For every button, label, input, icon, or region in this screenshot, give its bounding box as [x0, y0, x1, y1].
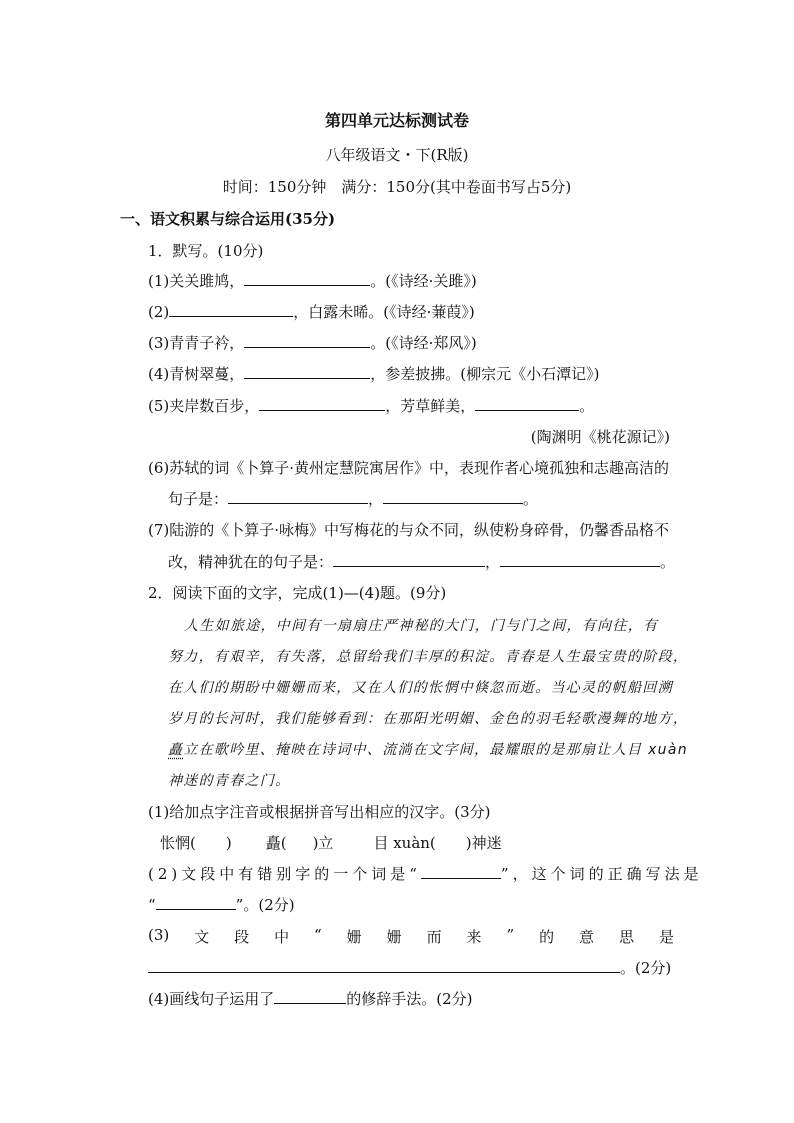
q3-char: 姗: [386, 928, 402, 946]
answer-blank[interactable]: [148, 958, 620, 973]
q3-char: 意: [579, 928, 595, 946]
q2-part2-line2: [148, 894, 295, 915]
q3-char: 而: [426, 928, 442, 946]
q1-item-7-line1: (7)陆游的《卜算子·咏梅》中写梅花的与众不同，纵使粉身碎骨，仍馨香品格不: [148, 521, 670, 539]
q2-part2-pre: (2)文段中有错别字的一个词是“: [148, 865, 421, 883]
exam-subtitle: 八年级语文・下(R版): [325, 146, 469, 164]
q1-item-6-post: 。: [523, 490, 539, 508]
q1-item-7-pre: 改，精神犹在的句子是：: [168, 553, 334, 571]
pinyin-xuan: xuàn: [648, 742, 688, 758]
section-heading: 一、语文积累与综合运用(35分): [120, 210, 336, 228]
q1-item-7-line2: [168, 551, 675, 572]
passage-line: 努力，有艰辛，有失落，总留给我们丰厚的积淀。青春是人生最宝贵的阶段，: [168, 649, 689, 665]
q3-char: 段: [234, 928, 250, 946]
q2-part3-score: 。(2分): [620, 959, 672, 977]
passage-line-5-text: 立在歌吟里、掩映在诗词中、流淌在文字间，最耀眼的是那扇让人目: [183, 742, 643, 758]
exam-time-info: 时间：150分钟 满分：150分(其中卷面书写占5分): [222, 178, 572, 196]
q3-char: 的: [539, 928, 555, 946]
q2-part2-line2-post: ”。(2分): [235, 896, 295, 914]
answer-blank[interactable]: [421, 864, 501, 879]
q2-part1-words: [160, 832, 502, 853]
q3-char: ”: [506, 926, 515, 944]
q2-part3-line1: [148, 926, 674, 947]
dotted-character: 矗: [168, 742, 184, 758]
exam-title: 第四单元达标测试卷: [324, 111, 469, 130]
q1-item-1-pre: (1)关关雎鸠，: [148, 272, 245, 290]
q3-char: 是: [658, 928, 674, 946]
answer-blank[interactable]: [383, 489, 523, 504]
answer-blank[interactable]: [244, 271, 370, 286]
q3-char: “: [314, 926, 322, 944]
q2-part4-post: 的修辞手法。(2分): [346, 990, 473, 1008]
q1-item-7-mid: ，: [485, 553, 501, 571]
q1-item-7-post: 。: [660, 553, 676, 571]
q1-item-3: [148, 332, 477, 353]
q3-char: 文: [194, 928, 210, 946]
answer-blank[interactable]: [169, 302, 293, 317]
q1-item-5-post: 。: [579, 397, 595, 415]
q2-heading: 2．阅读下面的文字，完成(1)—(4)题。(9分): [148, 584, 447, 602]
q2-part2-line1: [148, 863, 703, 884]
q1-item-5: [148, 395, 594, 416]
q2-part2-line2-pre: “: [148, 896, 156, 914]
answer-blank[interactable]: [259, 396, 385, 411]
q1-item-2-pre: (2): [148, 303, 170, 321]
word-chuli-end: )立: [312, 834, 334, 852]
answer-blank[interactable]: [244, 364, 370, 379]
word-chuli: 矗(: [265, 834, 287, 852]
passage-line: 人生如旅途，中间有一扇扇庄严神秘的大门，门与门之间，有向往，有: [184, 618, 659, 634]
q2-part2-mid: ”，这个词的正确写法是: [500, 865, 703, 883]
q2-part3-line2: [148, 957, 671, 978]
q3-char: 来: [466, 928, 482, 946]
q1-item-5-mid: ，芳草鲜美，: [385, 397, 476, 415]
q1-item-5-source: (陶渊明《桃花源记》): [530, 428, 670, 446]
word-changwang: 怅惘(: [160, 834, 196, 852]
q3-char: 中: [274, 928, 290, 946]
q1-item-6-line2: [168, 488, 538, 509]
q1-item-4: [148, 363, 599, 384]
answer-blank[interactable]: [228, 489, 368, 504]
q2-part4: [148, 988, 473, 1009]
answer-blank[interactable]: [274, 989, 346, 1004]
answer-blank[interactable]: [500, 552, 660, 567]
passage-line: [168, 739, 688, 759]
passage-line: 神迷的青春之门。: [168, 773, 291, 789]
q3-char: 思: [618, 928, 634, 946]
answer-blank[interactable]: [475, 396, 579, 411]
q1-item-6-line1: (6)苏轼的词《卜算子·黄州定慧院寓居作》中，表现作者心境孤独和志趣高洁的: [148, 459, 670, 477]
q1-item-1-post: 。(《诗经·关雎》): [370, 272, 477, 290]
passage-line: 岁月的长河时，我们能够看到：在那阳光明媚、金色的羽毛轻歌漫舞的地方，: [168, 711, 689, 727]
passage-line: 在人们的期盼中姗姗而来，又在人们的怅惘中倏忽而逝。当心灵的帆船回溯: [168, 680, 673, 696]
q1-item-2: [148, 301, 475, 322]
answer-blank[interactable]: [156, 895, 236, 910]
q1-item-2-post: ，白露未晞。(《诗经·蒹葭》): [293, 303, 475, 321]
word-changwang-end: ): [225, 834, 232, 852]
q1-item-3-pre: (3)青青子衿，: [148, 334, 245, 352]
q1-heading: 1．默写。(10分): [148, 242, 264, 260]
q1-item-4-post: ，参差披拂。(柳宗元《小石潭记》): [370, 365, 600, 383]
answer-blank[interactable]: [244, 333, 370, 348]
q1-item-5-pre: (5)夹岸数百步，: [148, 397, 260, 415]
q1-item-6-mid: ，: [368, 490, 384, 508]
q3-char: (3): [148, 926, 170, 944]
q1-item-6-pre: 句子是：: [168, 490, 229, 508]
word-muxuan-end: )神迷: [465, 834, 502, 852]
q1-item-4-pre: (4)青树翠蔓，: [148, 365, 245, 383]
q3-char: 姗: [346, 928, 362, 946]
word-muxuan: 目 xuàn(: [373, 834, 436, 852]
q2-part1-heading: (1)给加点字注音或根据拼音写出相应的汉字。(3分): [148, 803, 491, 821]
q1-item-1: [148, 270, 477, 291]
q1-item-3-post: 。(《诗经·郑风》): [370, 334, 477, 352]
answer-blank[interactable]: [333, 552, 485, 567]
q2-part4-pre: (4)画线句子运用了: [148, 990, 275, 1008]
